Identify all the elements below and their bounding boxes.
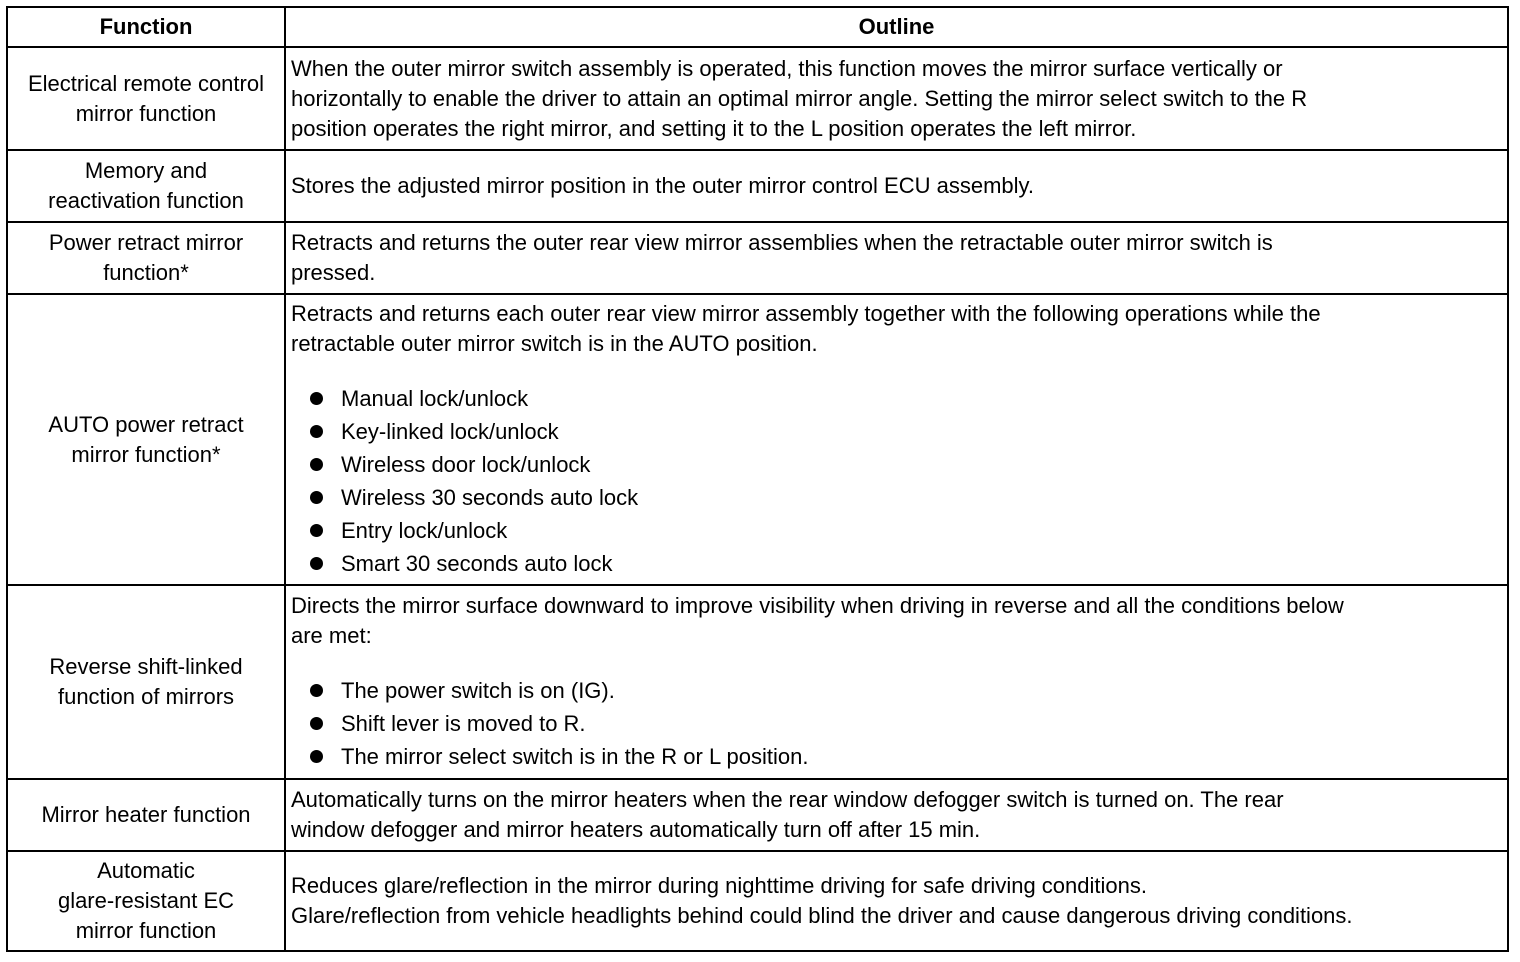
function-name-line: mirror function: [75, 918, 217, 943]
function-name-line: Mirror heater function: [41, 802, 251, 827]
list-item: Wireless 30 seconds auto lock: [291, 481, 1501, 514]
outline-cell: [285, 779, 1508, 851]
table-row: [7, 222, 1508, 294]
table-row: [7, 294, 1508, 585]
table-header-row: [7, 7, 1508, 47]
function-cell: [7, 779, 285, 851]
outline-cell: [285, 222, 1508, 294]
outline-text: Retracts and returns the outer rear view mirror assemblies when the retractable outer mirror switch is pressed.: [291, 230, 1273, 285]
outline-text: When the outer mirror switch assembly is operated, this function moves the mirror surface vertically or horizontally to enable the driver to attain an optimal mirror angle. Setting the mirror select switch to the R position operates the right mirror, and setting it to the L position operates the left mirror.: [291, 55, 1308, 141]
outline-text: Retracts and returns each outer rear view mirror assembly together with the following operations while the retractable outer mirror switch is in the AUTO position.: [291, 301, 1321, 356]
function-name-line: Power retract mirror: [48, 230, 244, 255]
list-item: Entry lock/unlock: [291, 514, 1501, 547]
outline-cell: [285, 150, 1508, 222]
list-item: Key-linked lock/unlock: [291, 415, 1501, 448]
outline-text: Reduces glare/reflection in the mirror during nighttime driving for safe driving conditions. Glare/reflection from vehicle headlights behind could blind the driver and cause dangerous driving conditions.: [291, 873, 1353, 928]
mirror-function-table: [6, 6, 1509, 952]
list-item: Shift lever is moved to R.: [291, 707, 1501, 740]
list-item: Manual lock/unlock: [291, 382, 1501, 415]
function-column-header: Function: [7, 7, 285, 47]
list-item: Wireless door lock/unlock: [291, 448, 1501, 481]
outline-cell: [285, 851, 1508, 951]
outline-text: Stores the adjusted mirror position in the outer mirror control ECU assembly.: [291, 173, 1034, 198]
outline-column-header: Outline: [285, 7, 1508, 47]
outline-cell: [285, 47, 1508, 150]
function-name-line: Automatic: [97, 858, 195, 883]
function-cell: [7, 851, 285, 951]
function-name-line: mirror function: [75, 100, 217, 126]
list-item: The power switch is on (IG).: [291, 674, 1501, 707]
function-name-line: function*: [103, 260, 189, 285]
table-row: [7, 47, 1508, 150]
outline-text: Directs the mirror surface downward to improve visibility when driving in reverse and all the conditions below are met:: [291, 593, 1344, 648]
function-name-line: AUTO power retract: [48, 411, 244, 437]
outline-cell: [285, 294, 1508, 585]
list-item: The mirror select switch is in the R or L position.: [291, 740, 1501, 773]
function-name-line: mirror function*: [71, 441, 221, 467]
function-cell: [7, 294, 285, 585]
outline-text: Automatically turns on the mirror heaters when the rear window defogger switch is turned on. The rear window defogger and mirror heaters automatically turn off after 15 min.: [291, 787, 1284, 842]
function-cell: [7, 585, 285, 779]
outline-cell: [285, 585, 1508, 779]
bullet-list: [291, 674, 1501, 773]
function-name-line: glare-resistant EC: [57, 888, 235, 913]
function-cell: [7, 47, 285, 150]
function-cell: [7, 150, 285, 222]
function-name-line: Electrical remote control: [28, 70, 264, 96]
function-name-line: Memory and: [84, 158, 208, 183]
function-name-line: Reverse shift-linked: [49, 654, 243, 679]
list-item: Smart 30 seconds auto lock: [291, 547, 1501, 580]
function-name-line: reactivation function: [48, 188, 244, 213]
table-row: [7, 851, 1508, 951]
bullet-list: [291, 382, 1501, 580]
table-row: [7, 779, 1508, 851]
function-cell: [7, 222, 285, 294]
function-name-line: function of mirrors: [57, 684, 235, 709]
table-row: [7, 150, 1508, 222]
table-row: [7, 585, 1508, 779]
